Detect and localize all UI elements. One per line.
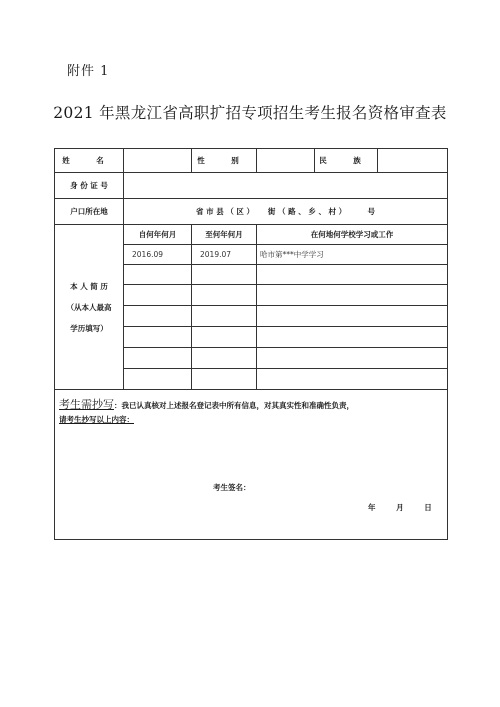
- resume-label-line-1: 本 人 简 历: [70, 281, 108, 291]
- resume-to-cell[interactable]: [192, 306, 257, 327]
- resume-from-cell[interactable]: [124, 369, 192, 390]
- statement-heading: 考生需抄写: [59, 398, 114, 411]
- date-label: 年 月 日: [368, 503, 432, 512]
- resume-from-cell[interactable]: [124, 306, 192, 327]
- hukou-label: 户口所在地: [55, 199, 124, 225]
- resume-label-line-3: 学历填写）: [70, 323, 108, 333]
- resume-from-cell[interactable]: 2016.09: [124, 245, 192, 265]
- resume-header-from: 自何年何月: [124, 225, 192, 245]
- gender-field[interactable]: [257, 149, 315, 173]
- statement-text: ：我已认真核对上述报名登记表中所有信息，对其真实性和准确性负责，: [114, 401, 354, 410]
- signature-label: 考生签名：: [213, 483, 251, 492]
- ethnicity-label: 民 族: [315, 149, 378, 173]
- resume-place-cell[interactable]: [257, 285, 448, 306]
- resume-label-line-2: （从本人最高: [66, 302, 112, 312]
- hukou-address-field[interactable]: 省 市 县 （ 区 ） 街 （ 路 、 乡 、 村 ） 号: [124, 199, 448, 225]
- resume-place-cell[interactable]: [257, 327, 448, 348]
- resume-to-cell[interactable]: [192, 369, 257, 390]
- resume-place-cell[interactable]: [257, 306, 448, 327]
- resume-to-cell[interactable]: [192, 348, 257, 369]
- resume-place-cell[interactable]: [257, 265, 448, 285]
- attachment-label: 附件 1: [67, 64, 110, 79]
- resume-from-cell[interactable]: [124, 265, 192, 285]
- resume-place-cell[interactable]: [257, 348, 448, 369]
- resume-to-cell[interactable]: [192, 265, 257, 285]
- resume-from-cell[interactable]: [124, 285, 192, 306]
- resume-place-cell[interactable]: 哈市第***中学学习: [257, 245, 448, 265]
- resume-from-cell[interactable]: [124, 327, 192, 348]
- statement-line: [59, 396, 354, 412]
- resume-to-cell[interactable]: 2019.07: [192, 245, 257, 265]
- registration-form: [54, 148, 448, 540]
- resume-place-cell[interactable]: [257, 369, 448, 390]
- resume-header-to: 至何年何月: [192, 225, 257, 245]
- name-label: 姓 名: [55, 149, 124, 173]
- form-title: 2021 年黑龙江省高职扩招专项招生考生报名资格审查表: [53, 104, 447, 122]
- id-number-label: 身 份 证 号: [55, 173, 124, 199]
- resume-from-cell[interactable]: [124, 348, 192, 369]
- gender-label: 性 别: [192, 149, 257, 173]
- resume-to-cell[interactable]: [192, 285, 257, 306]
- statement-instruction: 请考生抄写以上内容：: [59, 415, 134, 424]
- name-field[interactable]: [124, 149, 192, 173]
- resume-header-place: 在何地何学校学习或工作: [257, 225, 448, 245]
- ethnicity-field[interactable]: [378, 149, 448, 173]
- resume-to-cell[interactable]: [192, 327, 257, 348]
- statement-area[interactable]: [55, 390, 448, 540]
- id-number-field[interactable]: [124, 173, 448, 199]
- resume-label: [55, 225, 124, 390]
